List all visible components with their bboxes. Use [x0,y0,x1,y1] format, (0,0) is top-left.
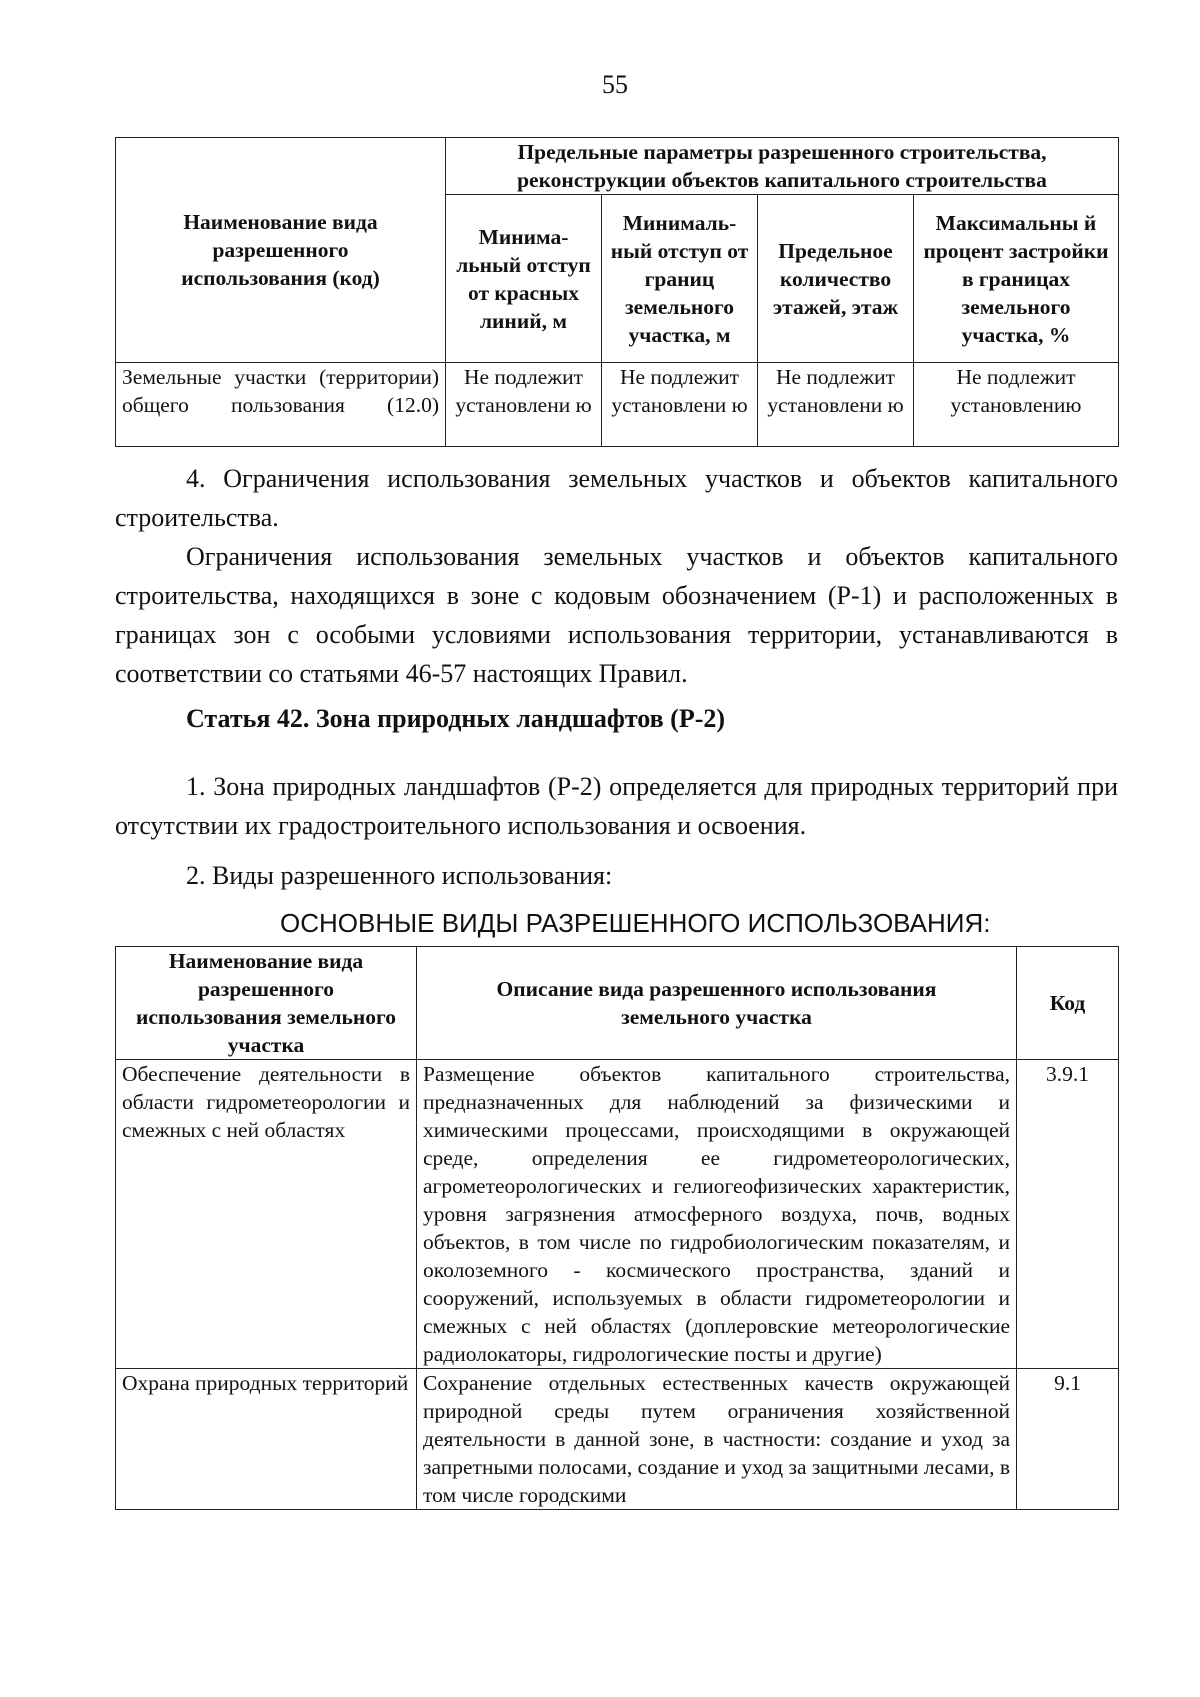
table-row [116,1369,1119,1510]
article-paragraph-2: 2. Виды разрешенного использования: [186,861,613,890]
row-min-red-line: Не подлежит установлени ю [446,363,602,447]
type-code: 3.9.1 [1017,1060,1119,1369]
row-max-percent: Не подлежит установлению [914,363,1119,447]
header-max-percent: Максимальны й процент застройки в границах земельного участка, % [914,195,1119,363]
table-row [116,363,1119,447]
header-min-border: Минималь-ный отступ от границ земельного участка, м [602,195,758,363]
type-name: Обеспечение деятельности в области гидрометеорологии и смежных с ней областях [116,1060,417,1369]
header-land-use-name: Наименование вида разрешенного использования (код) [116,138,446,363]
header-type-name: Наименование вида разрешенного использования земельного участка [116,947,417,1060]
row-land-use-name: Земельные участки (территории) общего пользования (12.0) [116,363,446,447]
section-4-text: Ограничения использования земельных участков и объектов капитального строительства, находящихся в зоне с кодовым обозначением (Р-1) и расположенных в границах зон с особыми условиями использования территории, устанавливаются в соответствии со статьями 46-57 настоящих Правил. [115,542,1118,688]
article-heading: Статья 42. Зона природных ландшафтов (Р-2) [186,704,726,733]
header-type-description: Описание вида разрешенного использования земельного участка [417,947,1017,1060]
header-max-floors: Предельное количество этажей, этаж [758,195,914,363]
header-min-red-line: Минима-льный отступ от красных линий, м [446,195,602,363]
page-number: 55 [602,70,628,99]
row-min-border: Не подлежит установлени ю [602,363,758,447]
type-description: Сохранение отдельных естественных качеств окружающей природной среды путем ограничения хозяйственной деятельности в данной зоне, в частности: создание и уход за запретными полосами, создание и уход за защитными лесами, в том числе городскими [417,1369,1017,1510]
type-description: Размещение объектов капитального строительства, предназначенных для наблюдений за физическими и химическими процессами, происходящими в окружающей среде, определения ее гидрометеорологических, агрометеорологических и гелиогеофизических характеристик, уровня загрязнения атмосферного воздуха, почв, водных объектов, в том числе по гидробиологическим показателям, и околоземного - космического пространства, зданий и сооружений, используемых в области гидрометеорологии и смежных с ней областях (доплеровские метеорологические радиолокаторы, гидрологические посты и другие) [417,1060,1017,1369]
row-max-floors: Не подлежит установлени ю [758,363,914,447]
parameters-table [115,137,1119,447]
table-row [116,1060,1119,1369]
header-limit-params: Предельные параметры разрешенного строительства, реконструкции объектов капитального строительства [446,138,1119,195]
header-code: Код [1017,947,1119,1060]
type-code: 9.1 [1017,1369,1119,1510]
type-name: Охрана природных территорий [116,1369,417,1510]
article-paragraph-1: 1. Зона природных ландшафтов (Р-2) определяется для природных территорий при отсутствии их градостроительного использования и освоения. [115,772,1118,840]
main-types-heading: ОСНОВНЫЕ ВИДЫ РАЗРЕШЕННОГО ИСПОЛЬЗОВАНИЯ: [280,908,991,938]
land-use-types-table [115,946,1119,1510]
section-4-title: 4. Ограничения использования земельных участков и объектов капитального строительства. [115,464,1118,532]
